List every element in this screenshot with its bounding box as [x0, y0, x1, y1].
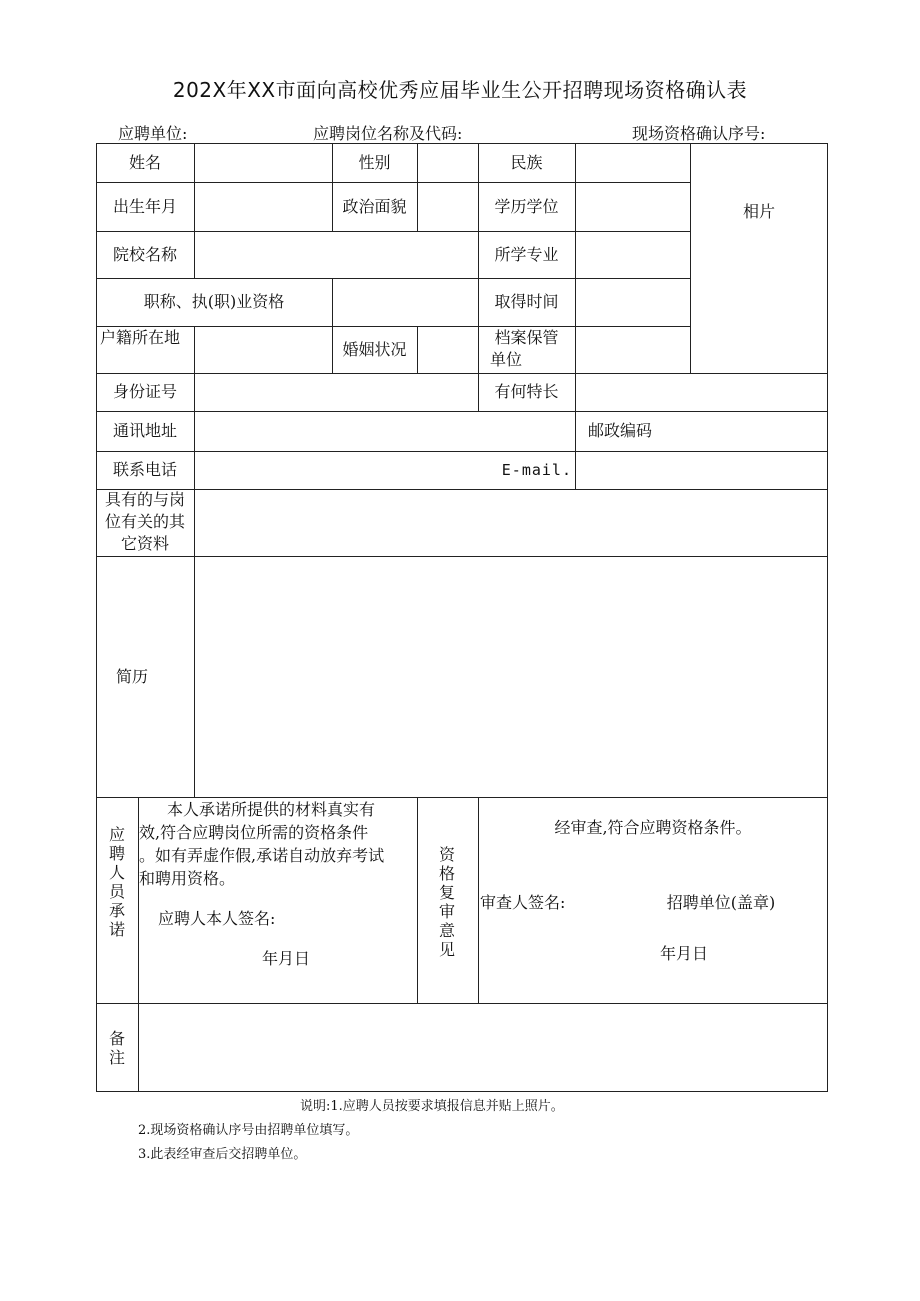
photo-placeholder[interactable]: 相片: [742, 202, 775, 221]
specialty-label: 有何特长: [494, 382, 559, 401]
birth-field[interactable]: [195, 183, 332, 231]
table-rule: [96, 1091, 828, 1092]
household-field[interactable]: [195, 327, 332, 373]
page-title: 202X年XX市面向高校优秀应届毕业生公开招聘现场资格确认表: [172, 78, 748, 102]
pledge-text-line1-content: 本人承诺所提供的材料真实有: [167, 799, 376, 819]
obtained-time-field[interactable]: [576, 279, 690, 326]
phone-field[interactable]: [195, 452, 475, 489]
gender-field[interactable]: [418, 144, 478, 182]
archive-label-line1: 档案保管: [494, 328, 559, 347]
remarks-label: 备注: [108, 1029, 125, 1067]
marital-status-label: 婚姻状况: [342, 340, 407, 359]
name-label: 姓名: [128, 152, 161, 172]
review-label: 资格复审意见: [438, 845, 455, 959]
review-result: 经审查,符合应聘资格条件。: [554, 818, 752, 837]
other-info-label-line1: 具有的与岗: [104, 490, 185, 509]
political-status-field[interactable]: [418, 183, 478, 231]
review-date: 年月日: [659, 944, 708, 963]
applicant-signature-label: 应聘人本人签名:: [158, 909, 276, 928]
position-code-label: 应聘岗位名称及代码:: [313, 124, 463, 143]
id-number-field[interactable]: [195, 374, 478, 411]
table-rule: [827, 143, 828, 1092]
specialty-field[interactable]: [576, 374, 827, 411]
table-rule: [417, 797, 418, 1003]
postcode-field[interactable]: [708, 412, 827, 451]
serial-number-label: 现场资格确认序号:: [632, 124, 766, 143]
note-line-2: 2.现场资格确认序号由招聘单位填写。: [138, 1123, 359, 1138]
postcode-label: 邮政编码: [588, 421, 653, 440]
obtained-time-label: 取得时间: [494, 292, 559, 311]
qualification-label: 职称、执(职)业资格: [143, 292, 285, 311]
applying-unit-label: 应聘单位:: [118, 124, 188, 143]
pledge-text-line4: 和聘用资格。: [139, 868, 236, 888]
school-field[interactable]: [195, 232, 478, 278]
archive-label-line2: 单位: [490, 350, 523, 369]
resume-field[interactable]: [195, 557, 827, 797]
unit-seal-label: 招聘单位(盖章): [666, 893, 776, 912]
major-label: 所学专业: [494, 244, 559, 264]
id-number-label: 身份证号: [112, 382, 177, 401]
qualification-field[interactable]: [333, 279, 478, 326]
remarks-field[interactable]: [139, 1004, 827, 1091]
other-info-label-line2: 位有关的其: [104, 512, 185, 531]
note-line-1: 说明:1.应聘人员按要求填报信息并贴上照片。: [300, 1099, 564, 1114]
marital-status-field[interactable]: [418, 327, 478, 373]
pledge-text-line3: 。如有弄虚作假,承诺自动放弃考试: [139, 845, 385, 865]
email-field[interactable]: [576, 452, 827, 489]
pledge-text-line1: [139, 798, 417, 821]
education-field[interactable]: [576, 183, 690, 231]
household-label: 户籍所在地: [100, 328, 181, 347]
gender-label: 性别: [358, 152, 391, 172]
address-field[interactable]: [195, 412, 575, 451]
phone-label: 联系电话: [112, 460, 177, 479]
major-field[interactable]: [576, 232, 690, 278]
name-field[interactable]: [195, 144, 332, 182]
address-label: 通讯地址: [112, 421, 177, 440]
other-info-field[interactable]: [195, 490, 827, 556]
school-label: 院校名称: [112, 244, 177, 264]
qualification-form-table: [96, 143, 828, 1092]
archive-field[interactable]: [576, 327, 690, 373]
note-line-3: 3.此表经审查后交招聘单位。: [138, 1147, 307, 1162]
reviewer-signature-label: 审查人签名:: [480, 893, 566, 912]
applicant-sign-date: 年月日: [261, 949, 310, 968]
political-status-label: 政治面貌: [342, 196, 407, 216]
resume-label: 简历: [116, 666, 149, 686]
email-label: E-mail.: [501, 461, 572, 479]
table-rule: [690, 143, 691, 373]
ethnicity-label: 民族: [510, 152, 543, 172]
pledge-text-line2: 效,符合应聘岗位所需的资格条件: [139, 822, 369, 842]
birth-label: 出生年月: [112, 196, 177, 216]
ethnicity-field[interactable]: [576, 144, 690, 182]
education-label: 学历学位: [494, 196, 559, 216]
other-info-label-line3: 它资料: [120, 534, 169, 553]
pledge-label: 应聘人员承诺: [108, 825, 125, 939]
